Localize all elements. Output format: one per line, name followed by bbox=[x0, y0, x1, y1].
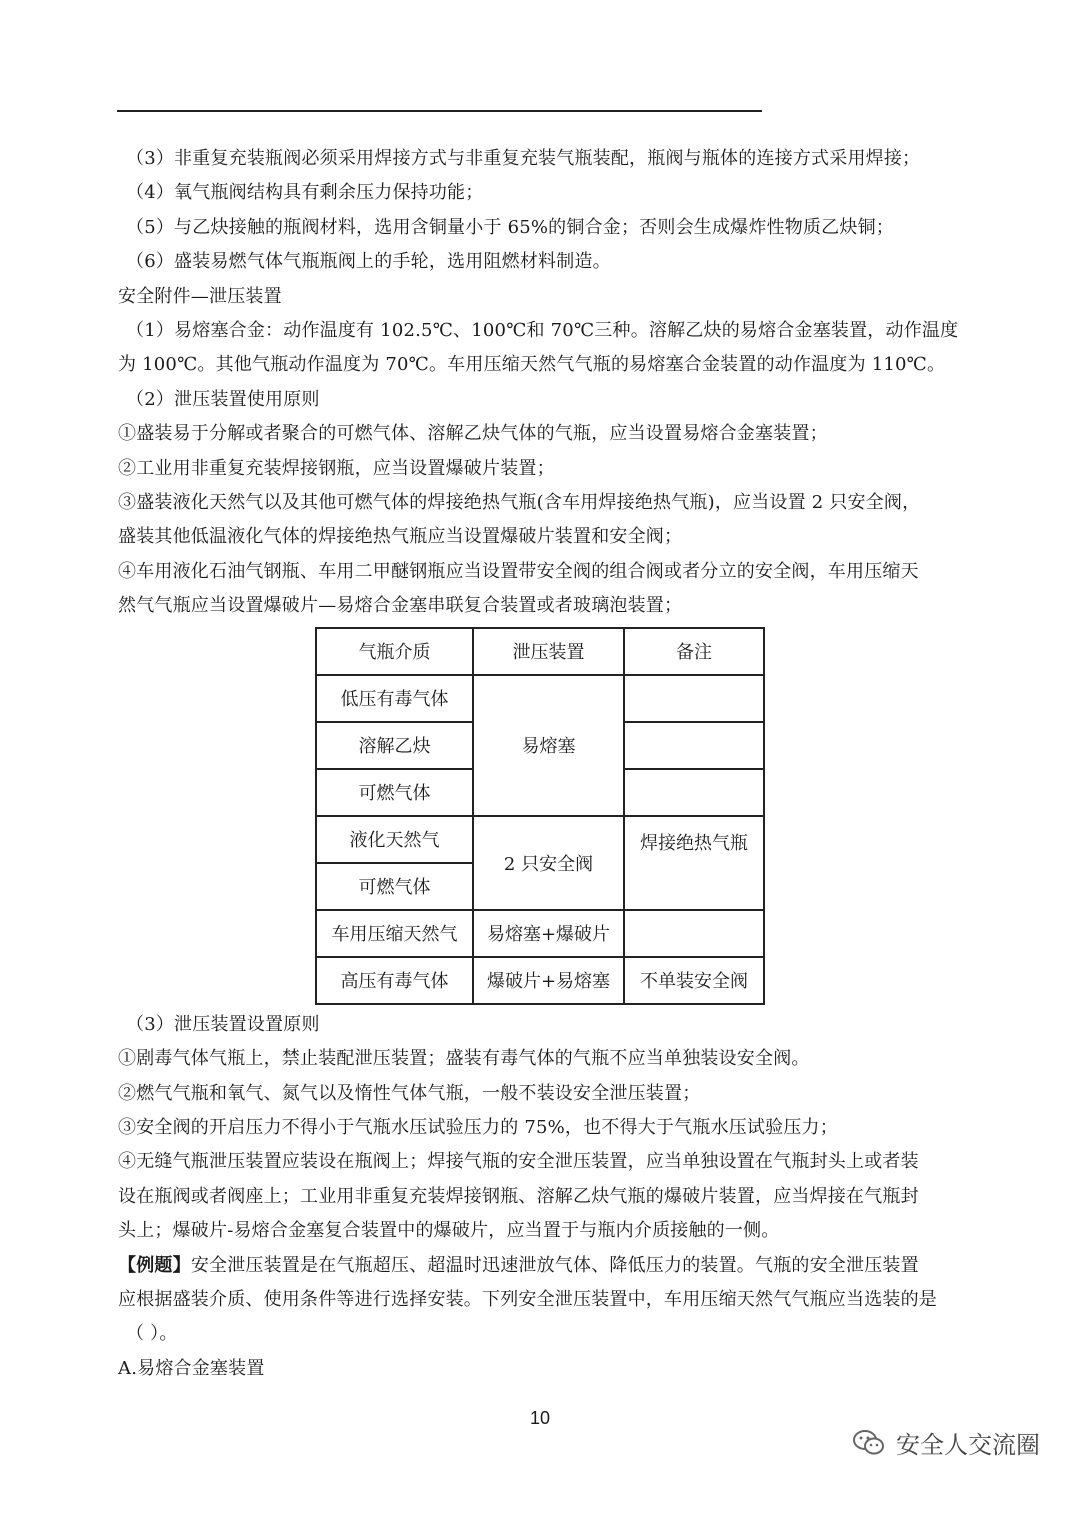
paragraph-line: （2）泄压装置使用原则 bbox=[126, 388, 320, 410]
paragraph-line: （3）非重复充装瓶阀必须采用焊接方式与非重复充装气瓶装配，瓶阀与瓶体的连接方式采用焊接； bbox=[126, 148, 921, 169]
wechat-icon bbox=[852, 1428, 886, 1458]
table-cell-note: 焊接绝热气瓶 bbox=[624, 816, 764, 910]
table-row bbox=[316, 675, 764, 722]
table-header-cell: 备注 bbox=[624, 628, 764, 675]
table-cell-medium: 车用压缩天然气 bbox=[316, 910, 473, 957]
paragraph-line: 为 100℃。其他气瓶动作温度为 70℃。车用压缩天然气气瓶的易熔塞合金装置的动作温度为 110℃。 bbox=[118, 354, 946, 376]
paragraph-line: 设在瓶阀或者阀座上；工业用非重复充装焊接钢瓶、溶解乙炔气瓶的爆破片装置，应当焊接在气瓶封 bbox=[118, 1185, 919, 1207]
paragraph-line: ②工业用非重复充装焊接钢瓶，应当设置爆破片装置； bbox=[118, 457, 555, 479]
paragraph-line: ④无缝气瓶泄压装置应装设在瓶阀上；焊接气瓶的安全泄压装置，应当单独设置在气瓶封头上或者装 bbox=[118, 1151, 919, 1173]
table-cell-device: 爆破片+易熔塞 bbox=[473, 957, 624, 1004]
pressure-relief-table bbox=[315, 627, 765, 1005]
header-rule bbox=[117, 110, 762, 112]
table-cell-note bbox=[624, 722, 764, 769]
example-label: 【例题】 bbox=[118, 1254, 191, 1276]
table-cell-device: 易熔塞+爆破片 bbox=[473, 910, 624, 957]
table-cell-medium: 溶解乙炔 bbox=[316, 722, 473, 769]
table-cell-medium: 液化天然气 bbox=[316, 816, 473, 863]
table-row bbox=[316, 910, 764, 957]
paragraph-line: ③盛装液化天然气以及其他可燃气体的焊接绝热气瓶(含车用焊接绝热气瓶)，应当设置 2 只安全阀， bbox=[118, 492, 921, 514]
example-text: 安全泄压装置是在气瓶超压、超温时迅速泄放气体、降低压力的装置。气瓶的安全泄压装置 bbox=[190, 1254, 919, 1276]
table-cell-medium: 可燃气体 bbox=[316, 863, 473, 910]
table-cell-device: 易熔塞 bbox=[473, 675, 624, 816]
example-question-line bbox=[118, 1249, 963, 1283]
table-header-cell: 气瓶介质 bbox=[316, 628, 473, 675]
paragraph-line: 头上；爆破片-易熔合金塞复合装置中的爆破片，应当置于与瓶内介质接触的一侧。 bbox=[118, 1220, 780, 1242]
paragraph-line: 安全附件—泄压装置 bbox=[118, 285, 282, 307]
table-cell-note bbox=[624, 675, 764, 722]
paragraph-line: ④车用液化石油气钢瓶、车用二甲醚钢瓶应当设置带安全阀的组合阀或者分立的安全阀，车用压缩天 bbox=[118, 560, 919, 582]
paragraph-line: ①剧毒气体气瓶上，禁止装配泄压装置；盛装有毒气体的气瓶不应当单独装设安全阀。 bbox=[118, 1048, 810, 1070]
table-cell-note: 不单装安全阀 bbox=[624, 957, 764, 1004]
paragraph-line: （4）氧气瓶阀结构具有剩余压力保持功能； bbox=[126, 182, 484, 204]
answer-option-a: A.易熔合金塞装置 bbox=[118, 1357, 265, 1379]
table-cell-medium: 低压有毒气体 bbox=[316, 675, 473, 722]
table-cell-medium: 可燃气体 bbox=[316, 769, 473, 816]
paragraph-line: （1）易熔塞合金：动作温度有 102.5℃、100℃和 70℃三种。溶解乙炔的易熔合金塞装置，动作温度 bbox=[126, 320, 959, 342]
page-number: 10 bbox=[529, 1408, 551, 1428]
paragraph-line: （3）泄压装置设置原则 bbox=[126, 1013, 320, 1035]
example-blank-line: （ ）。 bbox=[126, 1323, 178, 1345]
example-question-line: 应根据盛装介质、使用条件等进行选择安装。下列安全泄压装置中，车用压缩天然气气瓶应当选装的是 bbox=[118, 1288, 937, 1310]
paragraph-line: 然气气瓶应当设置爆破片—易熔合金塞串联复合装置或者玻璃泡装置； bbox=[118, 595, 683, 617]
paragraph-line: ①盛装易于分解或者聚合的可燃气体、溶解乙炔气体的气瓶，应当设置易熔合金塞装置； bbox=[118, 423, 828, 445]
table-cell-note bbox=[624, 769, 764, 816]
watermark-text: 安全人交流圈 bbox=[896, 1431, 1040, 1459]
table-header-cell: 泄压装置 bbox=[473, 628, 624, 675]
paragraphs-after-table bbox=[118, 1008, 963, 1249]
paragraph-line: （5）与乙炔接触的瓶阀材料，选用含铜量小于 65%的铜合金；否则会生成爆炸性物质乙炔铜； bbox=[126, 216, 894, 238]
table-cell-medium: 高压有毒气体 bbox=[316, 957, 473, 1004]
paragraphs-before-table bbox=[118, 142, 963, 624]
paragraph-line: ②燃气气瓶和氧气、氮气以及惰性气体气瓶，一般不装设安全泄压装置； bbox=[118, 1082, 701, 1104]
table-row bbox=[316, 957, 764, 1004]
document-body bbox=[118, 142, 963, 1386]
table-row bbox=[316, 816, 764, 863]
table-header-row bbox=[316, 628, 764, 675]
table-cell-device: 2 只安全阀 bbox=[473, 816, 624, 910]
table-cell-note bbox=[624, 910, 764, 957]
watermark bbox=[852, 1425, 1040, 1460]
paragraph-line: （6）盛装易燃气体气瓶瓶阀上的手轮，选用阻燃材料制造。 bbox=[126, 251, 611, 273]
paragraph-line: ③安全阀的开启压力不得小于气瓶水压试验压力的 75%，也不得大于气瓶水压试验压力； bbox=[118, 1116, 838, 1138]
paragraph-line: 盛装其他低温液化气体的焊接绝热气瓶应当设置爆破片装置和安全阀； bbox=[118, 526, 683, 548]
